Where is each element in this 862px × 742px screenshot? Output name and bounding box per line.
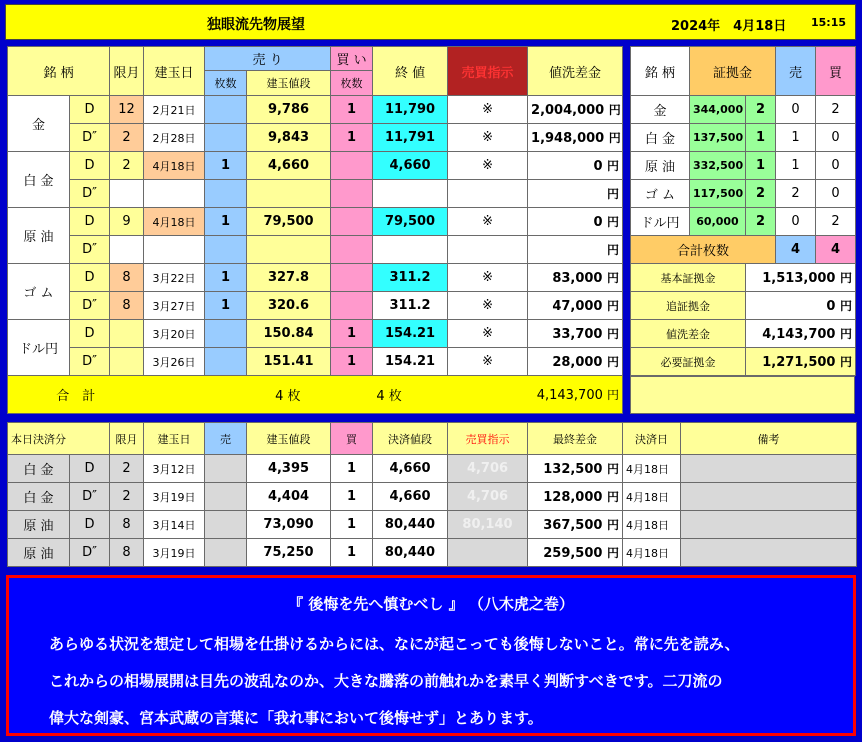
settle-header-settle-price: 決済値段 — [373, 423, 448, 455]
settle-row — [8, 483, 857, 511]
sell-cell — [205, 96, 247, 124]
margin-amount: 332,500 — [690, 152, 746, 180]
total-row — [8, 376, 623, 414]
settle-open-price: 75,250 — [247, 539, 331, 567]
settle-diff: 128,000 円 — [528, 483, 623, 511]
settle-header-buy: 買 — [331, 423, 373, 455]
settle-row — [8, 511, 857, 539]
settle-type: D — [70, 511, 110, 539]
close-cell: 311.2 — [373, 292, 448, 320]
margin-header-brand: 銘 柄 — [631, 47, 690, 96]
margin-total-label: 合計枚数 — [631, 236, 776, 264]
margin-row — [631, 124, 856, 152]
close-cell: 154.21 — [373, 320, 448, 348]
month-cell: 9 — [110, 208, 144, 236]
summary-label: 基本証拠金 — [631, 264, 746, 292]
settle-open-price: 4,395 — [247, 455, 331, 483]
margin-sell: 1 — [776, 152, 816, 180]
month-cell: 2 — [110, 152, 144, 180]
settle-price: 80,440 — [373, 539, 448, 567]
buy-cell: 1 — [331, 320, 373, 348]
buy-cell: 1 — [331, 348, 373, 376]
settle-buy: 1 — [331, 511, 373, 539]
price-cell: 320.6 — [247, 292, 331, 320]
diff-cell: 0 円 — [528, 208, 623, 236]
price-cell: 79,500 — [247, 208, 331, 236]
settle-settle-date: 4月18日 — [623, 455, 681, 483]
margin-blank-area — [630, 376, 855, 414]
margin-total-row — [631, 236, 856, 264]
close-cell: 311.2 — [373, 264, 448, 292]
settle-header-brand: 本日決済分 — [8, 423, 110, 455]
close-cell — [373, 236, 448, 264]
page-title: 独眼流先物展望 — [207, 17, 305, 33]
mark-cell: ※ — [448, 152, 528, 180]
close-cell: 11,791 — [373, 124, 448, 152]
buy-cell: 1 — [331, 96, 373, 124]
settle-note — [681, 455, 857, 483]
margin-row — [631, 152, 856, 180]
date-cell: 2月21日 — [144, 96, 205, 124]
mark-cell: ※ — [448, 96, 528, 124]
margin-sell: 0 — [776, 96, 816, 124]
settle-buy: 1 — [331, 483, 373, 511]
price-cell: 4,660 — [247, 152, 331, 180]
buy-cell: 1 — [331, 124, 373, 152]
price-cell: 150.84 — [247, 320, 331, 348]
month-cell: 8 — [110, 264, 144, 292]
settle-brand: 白 金 — [8, 455, 70, 483]
summary-label: 追証拠金 — [631, 292, 746, 320]
month-cell: 12 — [110, 96, 144, 124]
header-date: 2024年 4月18日 — [671, 19, 787, 34]
margin-row — [631, 208, 856, 236]
summary-row — [631, 292, 856, 320]
settle-buy: 1 — [331, 455, 373, 483]
header-open-price: 建玉値段 — [247, 71, 331, 96]
type-cell: D — [70, 320, 110, 348]
margin-brand: 原 油 — [631, 152, 690, 180]
type-cell: D″ — [70, 180, 110, 208]
mark-cell — [448, 236, 528, 264]
header-diff: 値洗差金 — [528, 47, 623, 96]
close-cell: 79,500 — [373, 208, 448, 236]
table-row — [8, 264, 623, 292]
date-cell — [144, 236, 205, 264]
settle-header-month: 限月 — [110, 423, 144, 455]
buy-cell — [331, 264, 373, 292]
settle-sell — [205, 483, 247, 511]
mark-cell: ※ — [448, 292, 528, 320]
margin-sell: 1 — [776, 124, 816, 152]
month-cell: 2 — [110, 124, 144, 152]
margin-mult: 2 — [746, 96, 776, 124]
positions-table — [7, 46, 623, 414]
date-cell: 4月18日 — [144, 208, 205, 236]
summary-value: 4,143,700 円 — [746, 320, 856, 348]
mark-cell: ※ — [448, 348, 528, 376]
total-sell: 4 枚 — [144, 376, 331, 414]
settle-header-sell: 売 — [205, 423, 247, 455]
message-title: 『 後悔を先へ慎むべし 』 （八木虎之巻） — [288, 595, 574, 613]
sell-cell: 1 — [205, 208, 247, 236]
date-cell — [144, 180, 205, 208]
settle-month: 8 — [110, 539, 144, 567]
summary-label: 値洗差金 — [631, 320, 746, 348]
date-cell: 3月22日 — [144, 264, 205, 292]
mark-cell: ※ — [448, 124, 528, 152]
type-cell: D — [70, 96, 110, 124]
buy-cell — [331, 292, 373, 320]
type-cell: D″ — [70, 236, 110, 264]
settle-brand: 原 油 — [8, 511, 70, 539]
mark-cell: ※ — [448, 320, 528, 348]
mark-cell: ※ — [448, 208, 528, 236]
summary-label: 必要証拠金 — [631, 348, 746, 376]
settle-settle-date: 4月18日 — [623, 511, 681, 539]
mark-cell — [448, 180, 528, 208]
sell-cell: 1 — [205, 264, 247, 292]
diff-cell: 円 — [528, 180, 623, 208]
date-cell: 3月27日 — [144, 292, 205, 320]
settle-diff: 367,500 円 — [528, 511, 623, 539]
header-time: 15:15 — [811, 16, 847, 29]
settle-signal: 80,140 — [448, 511, 528, 539]
date-cell: 3月26日 — [144, 348, 205, 376]
settle-note — [681, 539, 857, 567]
settle-sell — [205, 455, 247, 483]
settle-header-note: 備考 — [681, 423, 857, 455]
settle-header-open-price: 建玉値段 — [247, 423, 331, 455]
settle-month: 2 — [110, 483, 144, 511]
margin-row — [631, 96, 856, 124]
message-line: あらゆる状況を想定して相場を仕掛けるからには、なにが起こっても後悔しないこと。常に先を読み、 — [49, 635, 740, 653]
margin-amount: 117,500 — [690, 180, 746, 208]
margin-mult: 2 — [746, 180, 776, 208]
price-cell — [247, 180, 331, 208]
close-cell: 11,790 — [373, 96, 448, 124]
table-row — [8, 320, 623, 348]
price-cell: 9,786 — [247, 96, 331, 124]
settle-settle-date: 4月18日 — [623, 483, 681, 511]
month-cell: 8 — [110, 292, 144, 320]
price-cell: 9,843 — [247, 124, 331, 152]
margin-total-sell: 4 — [776, 236, 816, 264]
table-row — [8, 292, 623, 320]
margin-amount: 137,500 — [690, 124, 746, 152]
table-row — [8, 180, 623, 208]
diff-cell: 2,004,000 円 — [528, 96, 623, 124]
margin-buy: 2 — [816, 96, 856, 124]
margin-mult: 2 — [746, 208, 776, 236]
settle-open-price: 73,090 — [247, 511, 331, 539]
margin-amount: 344,000 — [690, 96, 746, 124]
month-cell — [110, 348, 144, 376]
diff-cell: 0 円 — [528, 152, 623, 180]
margin-table — [630, 46, 856, 376]
settle-signal — [448, 539, 528, 567]
margin-brand: ドル円 — [631, 208, 690, 236]
summary-value: 0 円 — [746, 292, 856, 320]
settle-settle-date: 4月18日 — [623, 539, 681, 567]
settle-type: D — [70, 455, 110, 483]
settlement-table — [7, 422, 857, 567]
settle-signal: 4,706 — [448, 483, 528, 511]
header-bar — [5, 4, 856, 40]
margin-amount: 60,000 — [690, 208, 746, 236]
sell-cell — [205, 236, 247, 264]
table-row — [8, 124, 623, 152]
type-cell: D — [70, 208, 110, 236]
close-cell: 154.21 — [373, 348, 448, 376]
diff-cell: 47,000 円 — [528, 292, 623, 320]
settle-type: D″ — [70, 539, 110, 567]
brand-cell: 原 油 — [8, 208, 70, 264]
type-cell: D — [70, 264, 110, 292]
settle-signal: 4,706 — [448, 455, 528, 483]
margin-mult: 1 — [746, 152, 776, 180]
margin-sell: 0 — [776, 208, 816, 236]
table-row — [8, 152, 623, 180]
brand-cell: 白 金 — [8, 152, 70, 208]
total-label: 合 計 — [8, 376, 144, 414]
header-brand: 銘 柄 — [8, 47, 110, 96]
header-open-date: 建玉日 — [144, 47, 205, 96]
buy-cell — [331, 236, 373, 264]
margin-header-buy: 買 — [816, 47, 856, 96]
price-cell — [247, 236, 331, 264]
settle-header-signal: 売買指示 — [448, 423, 528, 455]
header-buy-count: 枚数 — [331, 71, 373, 96]
margin-mult: 1 — [746, 124, 776, 152]
header-sell: 売 り — [205, 47, 331, 71]
settle-price: 80,440 — [373, 511, 448, 539]
buy-cell — [331, 152, 373, 180]
total-buy: 4 枚 — [331, 376, 448, 414]
type-cell: D″ — [70, 124, 110, 152]
table-row — [8, 208, 623, 236]
margin-total-buy: 4 — [816, 236, 856, 264]
settle-date: 3月12日 — [144, 455, 205, 483]
settle-diff: 259,500 円 — [528, 539, 623, 567]
margin-sell: 2 — [776, 180, 816, 208]
summary-row — [631, 348, 856, 376]
diff-cell: 1,948,000 円 — [528, 124, 623, 152]
margin-buy: 0 — [816, 180, 856, 208]
diff-cell: 83,000 円 — [528, 264, 623, 292]
header-sell-count: 枚数 — [205, 71, 247, 96]
settle-sell — [205, 511, 247, 539]
date-cell: 2月28日 — [144, 124, 205, 152]
header-month: 限月 — [110, 47, 144, 96]
settle-header-settle-date: 決済日 — [623, 423, 681, 455]
margin-buy: 0 — [816, 124, 856, 152]
margin-row — [631, 180, 856, 208]
settle-brand: 白 金 — [8, 483, 70, 511]
type-cell: D″ — [70, 292, 110, 320]
margin-buy: 0 — [816, 152, 856, 180]
summary-value: 1,513,000 円 — [746, 264, 856, 292]
month-cell — [110, 180, 144, 208]
sell-cell — [205, 124, 247, 152]
settle-note — [681, 483, 857, 511]
date-cell: 4月18日 — [144, 152, 205, 180]
settle-buy: 1 — [331, 539, 373, 567]
date-cell: 3月20日 — [144, 320, 205, 348]
month-cell — [110, 320, 144, 348]
settle-brand: 原 油 — [8, 539, 70, 567]
settle-price: 4,660 — [373, 455, 448, 483]
header-close: 終 値 — [373, 47, 448, 96]
table-row — [8, 348, 623, 376]
header-signal: 売買指示 — [448, 47, 528, 96]
brand-cell: 金 — [8, 96, 70, 152]
settle-sell — [205, 539, 247, 567]
message-line: 偉大な剣豪、宮本武蔵の言葉に「我れ事において後悔せず」とあります。 — [49, 709, 543, 727]
price-cell: 327.8 — [247, 264, 331, 292]
total-diff: 4,143,700 円 — [448, 376, 623, 414]
settle-date: 3月19日 — [144, 483, 205, 511]
settle-row — [8, 539, 857, 567]
sell-cell: 1 — [205, 292, 247, 320]
price-cell: 151.41 — [247, 348, 331, 376]
mark-cell: ※ — [448, 264, 528, 292]
diff-cell: 円 — [528, 236, 623, 264]
sell-cell: 1 — [205, 152, 247, 180]
diff-cell: 33,700 円 — [528, 320, 623, 348]
settle-header-open-date: 建玉日 — [144, 423, 205, 455]
settle-date: 3月14日 — [144, 511, 205, 539]
settle-date: 3月19日 — [144, 539, 205, 567]
settle-type: D″ — [70, 483, 110, 511]
type-cell: D″ — [70, 348, 110, 376]
message-box — [6, 575, 856, 736]
brand-cell: ゴ ム — [8, 264, 70, 320]
header-buy: 買 い — [331, 47, 373, 71]
diff-cell: 28,000 円 — [528, 348, 623, 376]
table-row — [8, 96, 623, 124]
buy-cell — [331, 180, 373, 208]
settle-note — [681, 511, 857, 539]
sell-cell — [205, 320, 247, 348]
sell-cell — [205, 348, 247, 376]
margin-brand: 白 金 — [631, 124, 690, 152]
margin-buy: 2 — [816, 208, 856, 236]
settle-diff: 132,500 円 — [528, 455, 623, 483]
margin-brand: 金 — [631, 96, 690, 124]
settle-header-diff: 最終差金 — [528, 423, 623, 455]
close-cell: 4,660 — [373, 152, 448, 180]
settle-month: 8 — [110, 511, 144, 539]
margin-header-amount: 証拠金 — [690, 47, 776, 96]
margin-brand: ゴ ム — [631, 180, 690, 208]
type-cell: D — [70, 152, 110, 180]
sell-cell — [205, 180, 247, 208]
message-line: これからの相場展開は目先の波乱なのか、大きな騰落の前触れかを素早く判断すべきです。二刀流の — [49, 672, 723, 690]
buy-cell — [331, 208, 373, 236]
summary-value: 1,271,500 円 — [746, 348, 856, 376]
settle-open-price: 4,404 — [247, 483, 331, 511]
brand-cell: ドル円 — [8, 320, 70, 376]
summary-row — [631, 320, 856, 348]
settle-price: 4,660 — [373, 483, 448, 511]
table-row — [8, 236, 623, 264]
close-cell — [373, 180, 448, 208]
margin-header-sell: 売 — [776, 47, 816, 96]
month-cell — [110, 236, 144, 264]
settle-month: 2 — [110, 455, 144, 483]
settle-row — [8, 455, 857, 483]
summary-row — [631, 264, 856, 292]
